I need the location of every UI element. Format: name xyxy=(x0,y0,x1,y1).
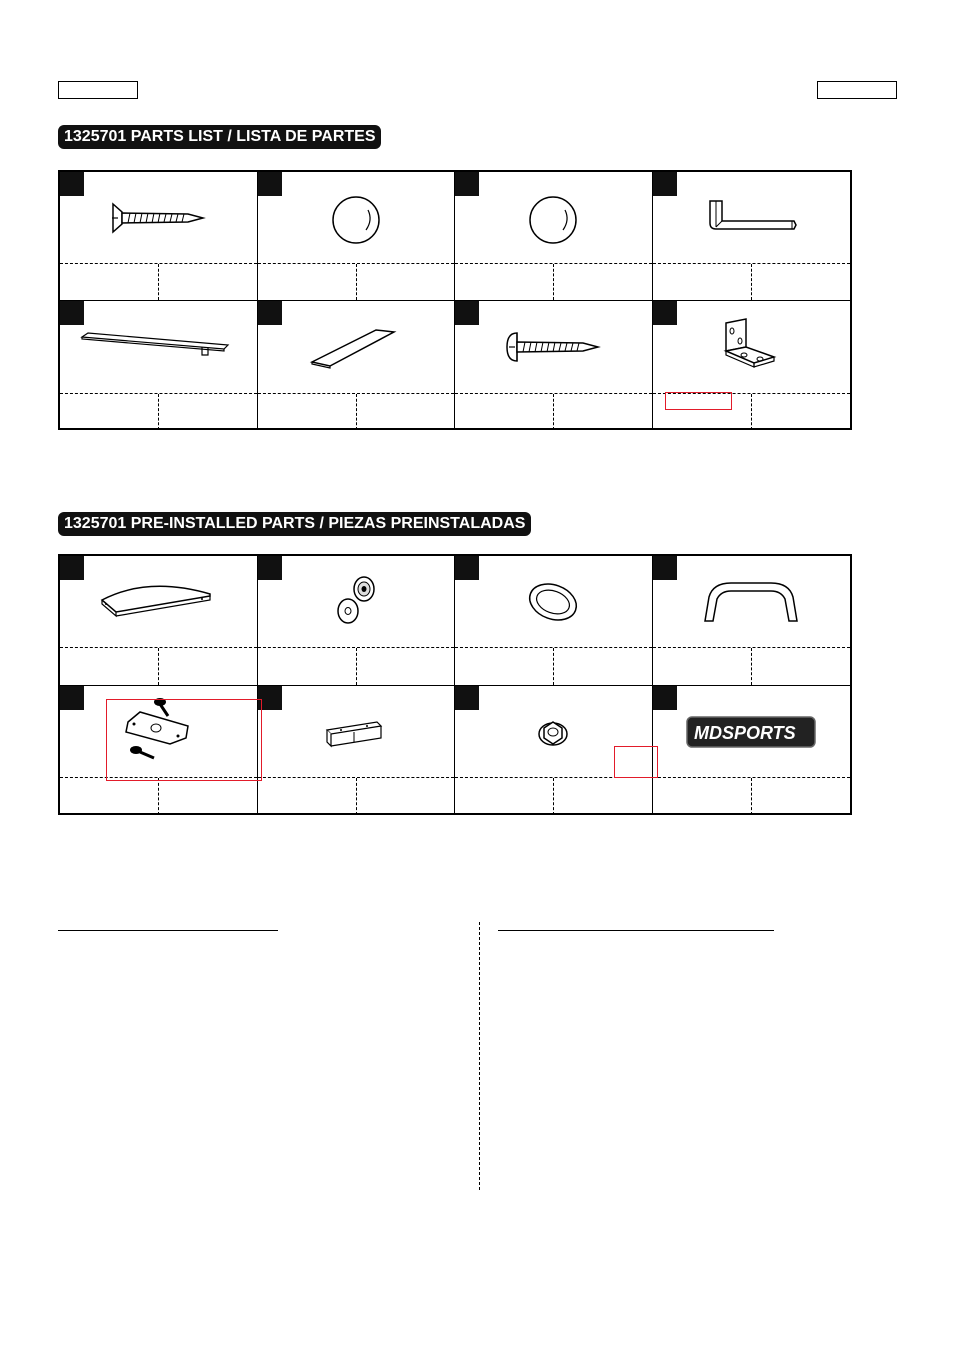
preinstalled-cell-3 xyxy=(455,556,653,686)
corner-box-left xyxy=(58,81,138,99)
part-cell-2 xyxy=(258,172,456,301)
part-cell-1 xyxy=(60,172,258,301)
logo-text: MDSPORTS xyxy=(694,723,796,743)
handle-icon xyxy=(653,556,851,648)
part-cell-5 xyxy=(60,301,258,430)
washer-bumper-icon xyxy=(258,556,455,648)
preinstalled-cell-2 xyxy=(258,556,456,686)
preinstalled-cell-1 xyxy=(60,556,258,686)
round-head-screw-icon xyxy=(455,301,652,393)
part-cell-7 xyxy=(455,301,653,430)
hinge-bracket-icon xyxy=(258,686,455,778)
part-cell-3 xyxy=(455,172,653,301)
highlight-box-bracket xyxy=(665,392,732,410)
part-cell-6 xyxy=(258,301,456,430)
preinstalled-cell-8 xyxy=(653,686,851,815)
right-column-heading-line xyxy=(498,930,774,931)
angled-bar-icon xyxy=(258,301,455,393)
highlight-box-nut xyxy=(614,746,658,778)
round-disc-icon xyxy=(258,172,455,264)
rubber-ring-icon xyxy=(455,556,652,648)
pre-installed-title: 1325701 PRE-INSTALLED PARTS / PIEZAS PREINSTALADAS xyxy=(58,512,531,536)
corner-board-icon xyxy=(60,556,257,648)
l-bracket-icon xyxy=(653,301,851,393)
allen-wrench-icon xyxy=(653,172,851,264)
part-cell-8 xyxy=(653,301,851,430)
part-cell-4 xyxy=(653,172,851,301)
parts-list-title: 1325701 PARTS LIST / LISTA DE PARTES xyxy=(58,125,381,149)
md-sports-logo-icon xyxy=(653,686,851,778)
preinstalled-cell-6 xyxy=(258,686,456,815)
parts-list-grid xyxy=(58,170,852,430)
highlight-box-plate xyxy=(106,699,262,781)
round-disc-icon xyxy=(455,172,652,264)
flat-head-screw-icon xyxy=(60,172,257,264)
preinstalled-cell-4 xyxy=(653,556,851,686)
column-divider xyxy=(479,922,480,1190)
left-column-heading-line xyxy=(58,930,278,931)
long-rail-strip-icon xyxy=(60,301,257,393)
corner-box-right xyxy=(817,81,897,99)
